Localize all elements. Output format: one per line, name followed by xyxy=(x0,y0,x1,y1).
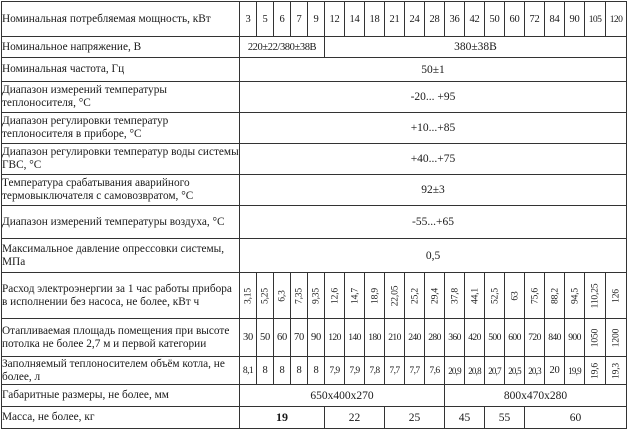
label-mass: Масса, не более, кг xyxy=(2,407,240,429)
label-thermal-cutout: Температура срабатывания аварийного термовыключателя с самовозвратом, °С xyxy=(2,175,240,206)
label-power: Номинальная потребляемая мощность, кВт xyxy=(2,2,240,37)
dhw-regulation-value: +40...+75 xyxy=(240,144,627,175)
power-value: 5 xyxy=(257,2,274,37)
table-row-test-pressure xyxy=(2,239,627,273)
volume-value: 20 xyxy=(545,357,565,385)
table-row-coolant-measure xyxy=(2,82,627,113)
area-value: 240 xyxy=(405,319,425,357)
mass-value: 22 xyxy=(325,407,385,429)
power-value: 18 xyxy=(365,2,385,37)
table-row-volume xyxy=(2,357,627,385)
area-value: 500 xyxy=(485,319,505,357)
coolant-regulation-value: +10...+85 xyxy=(240,113,627,144)
volume-value: 7,7 xyxy=(385,357,405,385)
thermal-cutout-value: 92±3 xyxy=(240,175,627,206)
table-row-voltage xyxy=(2,37,627,58)
power-value: 9 xyxy=(308,2,325,37)
volume-value: 7,8 xyxy=(365,357,385,385)
volume-value: 20,3 xyxy=(525,357,545,385)
volume-value: 8,1 xyxy=(240,357,257,385)
table-row-frequency xyxy=(2,58,627,82)
energy-value: 75,6 xyxy=(525,273,545,319)
dimensions-value-large: 800x470x280 xyxy=(445,385,627,407)
volume-value: 20,7 xyxy=(485,357,505,385)
mass-value: 19 xyxy=(240,407,325,429)
voltage-value-large: 380±38В xyxy=(325,37,627,58)
power-value: 12 xyxy=(325,2,345,37)
volume-value: 8 xyxy=(274,357,291,385)
area-value: 140 xyxy=(345,319,365,357)
area-value: 1200 xyxy=(606,319,627,357)
volume-value: 8 xyxy=(257,357,274,385)
label-voltage: Номинальное напряжение, В xyxy=(2,37,240,58)
coolant-measure-value: -20... +95 xyxy=(240,82,627,113)
energy-value: 37,8 xyxy=(445,273,465,319)
label-test-pressure: Максимальное давление опрессовки системы, МПа xyxy=(2,239,240,273)
label-volume: Заполняемый теплоносителем объём котла, не более, л xyxy=(2,357,240,385)
power-value: 72 xyxy=(525,2,545,37)
energy-value: 22,05 xyxy=(385,273,405,319)
area-value: 840 xyxy=(545,319,565,357)
table-row-thermal-cutout xyxy=(2,175,627,206)
power-value: 90 xyxy=(565,2,585,37)
energy-value: 44,1 xyxy=(465,273,485,319)
area-value: 90 xyxy=(308,319,325,357)
power-value: 105 xyxy=(585,2,606,37)
label-dimensions: Габаритные размеры, не более, мм xyxy=(2,385,240,407)
energy-value: 110,25 xyxy=(585,273,606,319)
energy-value: 94,5 xyxy=(565,273,585,319)
table-row-air-measure xyxy=(2,206,627,239)
volume-value: 7,6 xyxy=(425,357,445,385)
table-row-mass xyxy=(2,407,627,429)
test-pressure-value: 0,5 xyxy=(240,239,627,273)
power-value: 7 xyxy=(291,2,308,37)
power-value: 120 xyxy=(606,2,627,37)
energy-value: 7,35 xyxy=(291,273,308,319)
area-value: 280 xyxy=(425,319,445,357)
volume-value: 20,9 xyxy=(445,357,465,385)
area-value: 210 xyxy=(385,319,405,357)
mass-value: 60 xyxy=(525,407,627,429)
table-row-coolant-regulation xyxy=(2,113,627,144)
specifications-table xyxy=(1,1,627,429)
area-value: 30 xyxy=(240,319,257,357)
mass-value: 25 xyxy=(385,407,445,429)
power-value: 24 xyxy=(405,2,425,37)
frequency-value: 50±1 xyxy=(240,58,627,82)
area-value: 720 xyxy=(525,319,545,357)
power-value: 60 xyxy=(505,2,525,37)
power-value: 28 xyxy=(425,2,445,37)
energy-value: 88,2 xyxy=(545,273,565,319)
label-energy: Расход электроэнергии за 1 час работы прибора в исполнении без насоса, не более, кВт ч xyxy=(2,273,240,319)
area-value: 50 xyxy=(257,319,274,357)
label-dhw-regulation: Диапазон регулировки температур воды системы ГВС, °С xyxy=(2,144,240,175)
label-area: Отапливаемая площадь помещения при высоте потолка не более 2,7 м и первой категории xyxy=(2,319,240,357)
table-row-power xyxy=(2,2,627,37)
table-row-dimensions xyxy=(2,385,627,407)
power-value: 36 xyxy=(445,2,465,37)
power-value: 42 xyxy=(465,2,485,37)
area-value: 1050 xyxy=(585,319,606,357)
energy-value: 9,35 xyxy=(308,273,325,319)
energy-value: 14,7 xyxy=(345,273,365,319)
volume-value: 19,9 xyxy=(565,357,585,385)
label-air-measure: Диапазон измерений температуры воздуха, °С xyxy=(2,206,240,239)
volume-value: 8 xyxy=(291,357,308,385)
area-value: 60 xyxy=(274,319,291,357)
volume-value: 20,8 xyxy=(465,357,485,385)
energy-value: 126 xyxy=(606,273,627,319)
area-value: 120 xyxy=(325,319,345,357)
volume-value: 7,9 xyxy=(325,357,345,385)
volume-value: 7,7 xyxy=(405,357,425,385)
area-value: 70 xyxy=(291,319,308,357)
volume-value: 19,6 xyxy=(585,357,606,385)
volume-value: 7,9 xyxy=(345,357,365,385)
area-value: 600 xyxy=(505,319,525,357)
power-value: 3 xyxy=(240,2,257,37)
area-value: 360 xyxy=(445,319,465,357)
air-measure-value: -55...+65 xyxy=(240,206,627,239)
energy-value: 52,5 xyxy=(485,273,505,319)
label-coolant-regulation: Диапазон регулировки температур теплоносителя в приборе, °С xyxy=(2,113,240,144)
energy-value: 3,15 xyxy=(240,273,257,319)
energy-value: 6,3 xyxy=(274,273,291,319)
energy-value: 12,6 xyxy=(325,273,345,319)
energy-value: 18,9 xyxy=(365,273,385,319)
power-value: 21 xyxy=(385,2,405,37)
area-value: 900 xyxy=(565,319,585,357)
label-frequency: Номинальная частота, Гц xyxy=(2,58,240,82)
energy-value: 5,25 xyxy=(257,273,274,319)
mass-value: 55 xyxy=(485,407,525,429)
power-value: 84 xyxy=(545,2,565,37)
table-row-area xyxy=(2,319,627,357)
power-value: 14 xyxy=(345,2,365,37)
area-value: 420 xyxy=(465,319,485,357)
energy-value: 25,2 xyxy=(405,273,425,319)
power-value: 6 xyxy=(274,2,291,37)
volume-value: 19,3 xyxy=(606,357,627,385)
energy-value: 63 xyxy=(505,273,525,319)
area-value: 180 xyxy=(365,319,385,357)
mass-value: 45 xyxy=(445,407,485,429)
table-row-dhw-regulation xyxy=(2,144,627,175)
dimensions-value-small: 650x400x270 xyxy=(240,385,445,407)
table-row-energy xyxy=(2,273,627,319)
voltage-value-small: 220±22/380±38В xyxy=(240,37,325,58)
volume-value: 8 xyxy=(308,357,325,385)
energy-value: 29,4 xyxy=(425,273,445,319)
label-coolant-measure: Диапазон измерений температуры теплоносителя, °С xyxy=(2,82,240,113)
power-value: 50 xyxy=(485,2,505,37)
volume-value: 20,5 xyxy=(505,357,525,385)
